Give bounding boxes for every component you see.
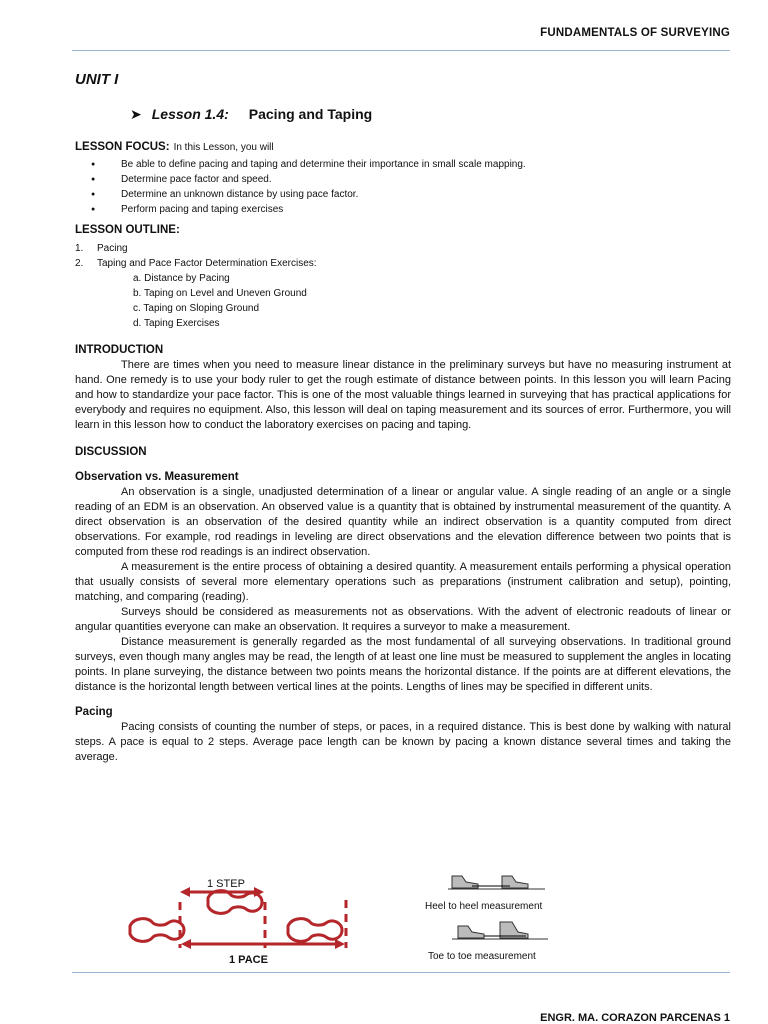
lesson-outline-sublist xyxy=(75,271,731,331)
toe-to-toe-sketch xyxy=(452,922,548,939)
header-title: FUNDAMENTALS OF SURVEYING xyxy=(540,27,730,39)
paragraph-surveys: Surveys should be considered as measurements not as observations. With the advent of electronic readouts of linear or angular quantities everyone can make an observation. It requires a surveyor to make a measurement. xyxy=(75,606,731,633)
unit-title: UNIT I xyxy=(75,71,119,88)
lesson-title: Pacing and Taping xyxy=(248,106,373,122)
shoe-left-icon xyxy=(458,926,484,938)
introduction-paragraph: There are times when you need to measure linear distance in the preliminary surveys but have no measuring instrument at hand. One remedy is to use your body ruler to get the rough estimate of distance between points. In this lesson you will learn Pacing and how to standardize your pace factor. This is one of the most valuable things learned in surveying that has practical applications for everybody and requires no equipment. Also, this lesson will deal on taping measurement and its sources of error. Furthermore, you will learn in this lesson how to conduct the laboratory exercises on pacing and taping. xyxy=(75,359,731,431)
toe-to-toe-label: Toe to toe measurement xyxy=(428,951,536,962)
arrowhead-icon xyxy=(335,939,345,949)
header-divider xyxy=(72,50,730,51)
list-item: a. Distance by Pacing xyxy=(133,273,230,284)
paragraph-pacing: Pacing consists of counting the number of steps, or paces, in a required distance. This is best done by walking with natural steps. A pace is equal to 2 steps. Average pace length can be known by pacing a known distance several times and taking the average. xyxy=(75,721,731,763)
list-item: ● Be able to define pacing and taping and determine their importance in small scale mapping. xyxy=(75,157,731,172)
lesson-number: Lesson 1.4: xyxy=(151,106,229,122)
list-item: ● Determine an unknown distance by using pace factor. xyxy=(75,187,731,202)
list-item: b. Taping on Level and Uneven Ground xyxy=(133,288,307,299)
heel-to-heel-sketch xyxy=(448,876,545,889)
paragraph-measurement: A measurement is the entire process of obtaining a desired quantity. A measurement entails performing a physical operation that usually consists of several more elementary operations such as preparations (instrument calibration and setup), pointing, matching, and comparing (reading). xyxy=(75,561,731,603)
list-item xyxy=(75,241,731,256)
pacing-figure xyxy=(0,870,768,980)
lesson-heading xyxy=(130,106,372,123)
arrow-bullet-icon: ➤ xyxy=(130,106,142,122)
arrowhead-icon xyxy=(180,887,190,897)
item-number: 2. xyxy=(75,258,84,269)
footprint-left-icon xyxy=(130,919,184,942)
footprints-diagram xyxy=(130,887,346,949)
list-item: d. Taping Exercises xyxy=(133,318,220,329)
subheading-pacing: Pacing xyxy=(75,706,113,718)
footprint-middle-icon xyxy=(208,891,262,914)
paragraph-observation: An observation is a single, unadjusted determination of a linear or angular value. A single reading of an angle or a single reading of an EDM is an observation. An observed value is a quantity that is obtained by instrumental measurement of the quantity. A direct observation is an observation of the desired quantity while an indirect observation is a quantity computed from direct observations. For example, rod readings in leveling are direct observations and the elevation difference between two points that is computed from these rod readings is an indirect observation. xyxy=(75,486,731,558)
list-item xyxy=(75,256,731,271)
pacing-diagram xyxy=(0,870,768,980)
item-text: Pacing xyxy=(97,243,128,254)
footprint-right-icon xyxy=(288,919,342,942)
lesson-focus-heading xyxy=(75,140,731,155)
list-item: c. Taping on Sloping Ground xyxy=(133,303,260,314)
lesson-outline-heading: LESSON OUTLINE: xyxy=(75,224,180,236)
lesson-outline-list xyxy=(75,241,731,271)
pace-label: 1 PACE xyxy=(229,954,268,966)
paragraph-distance: Distance measurement is generally regarded as the most fundamental of all surveying observations. In traditional ground surveys, even though many angles may be read, the length of at least one line must be measured to supplement the angles in locating points. In plane surveying, the distance between two points means the horizontal distance. If the points are at different elevations, the distance is the horizontal length between vertical lines at the points. Lengths of lines may be specified in different units. xyxy=(75,636,731,693)
document-body xyxy=(75,140,731,765)
list-item: ● Determine pace factor and speed. xyxy=(75,172,731,187)
arrowhead-icon xyxy=(181,939,191,949)
list-item: ● Perform pacing and taping exercises xyxy=(75,202,731,217)
heel-to-heel-label: Heel to heel measurement xyxy=(425,901,543,912)
subheading-observation: Observation vs. Measurement xyxy=(75,471,239,483)
footer-author: ENGR. MA. CORAZON PARCENAS 1 xyxy=(540,1012,730,1024)
lesson-focus-label: LESSON FOCUS: xyxy=(75,141,170,153)
discussion-heading: DISCUSSION xyxy=(75,446,147,458)
item-number: 1. xyxy=(75,243,84,254)
lesson-focus-list xyxy=(75,157,731,217)
footer-divider xyxy=(72,972,730,973)
step-label: 1 STEP xyxy=(207,878,245,890)
lesson-focus-intro: In this Lesson, you will xyxy=(173,142,274,153)
item-text: Taping and Pace Factor Determination Exercises: xyxy=(97,258,317,269)
introduction-heading: INTRODUCTION xyxy=(75,344,164,356)
